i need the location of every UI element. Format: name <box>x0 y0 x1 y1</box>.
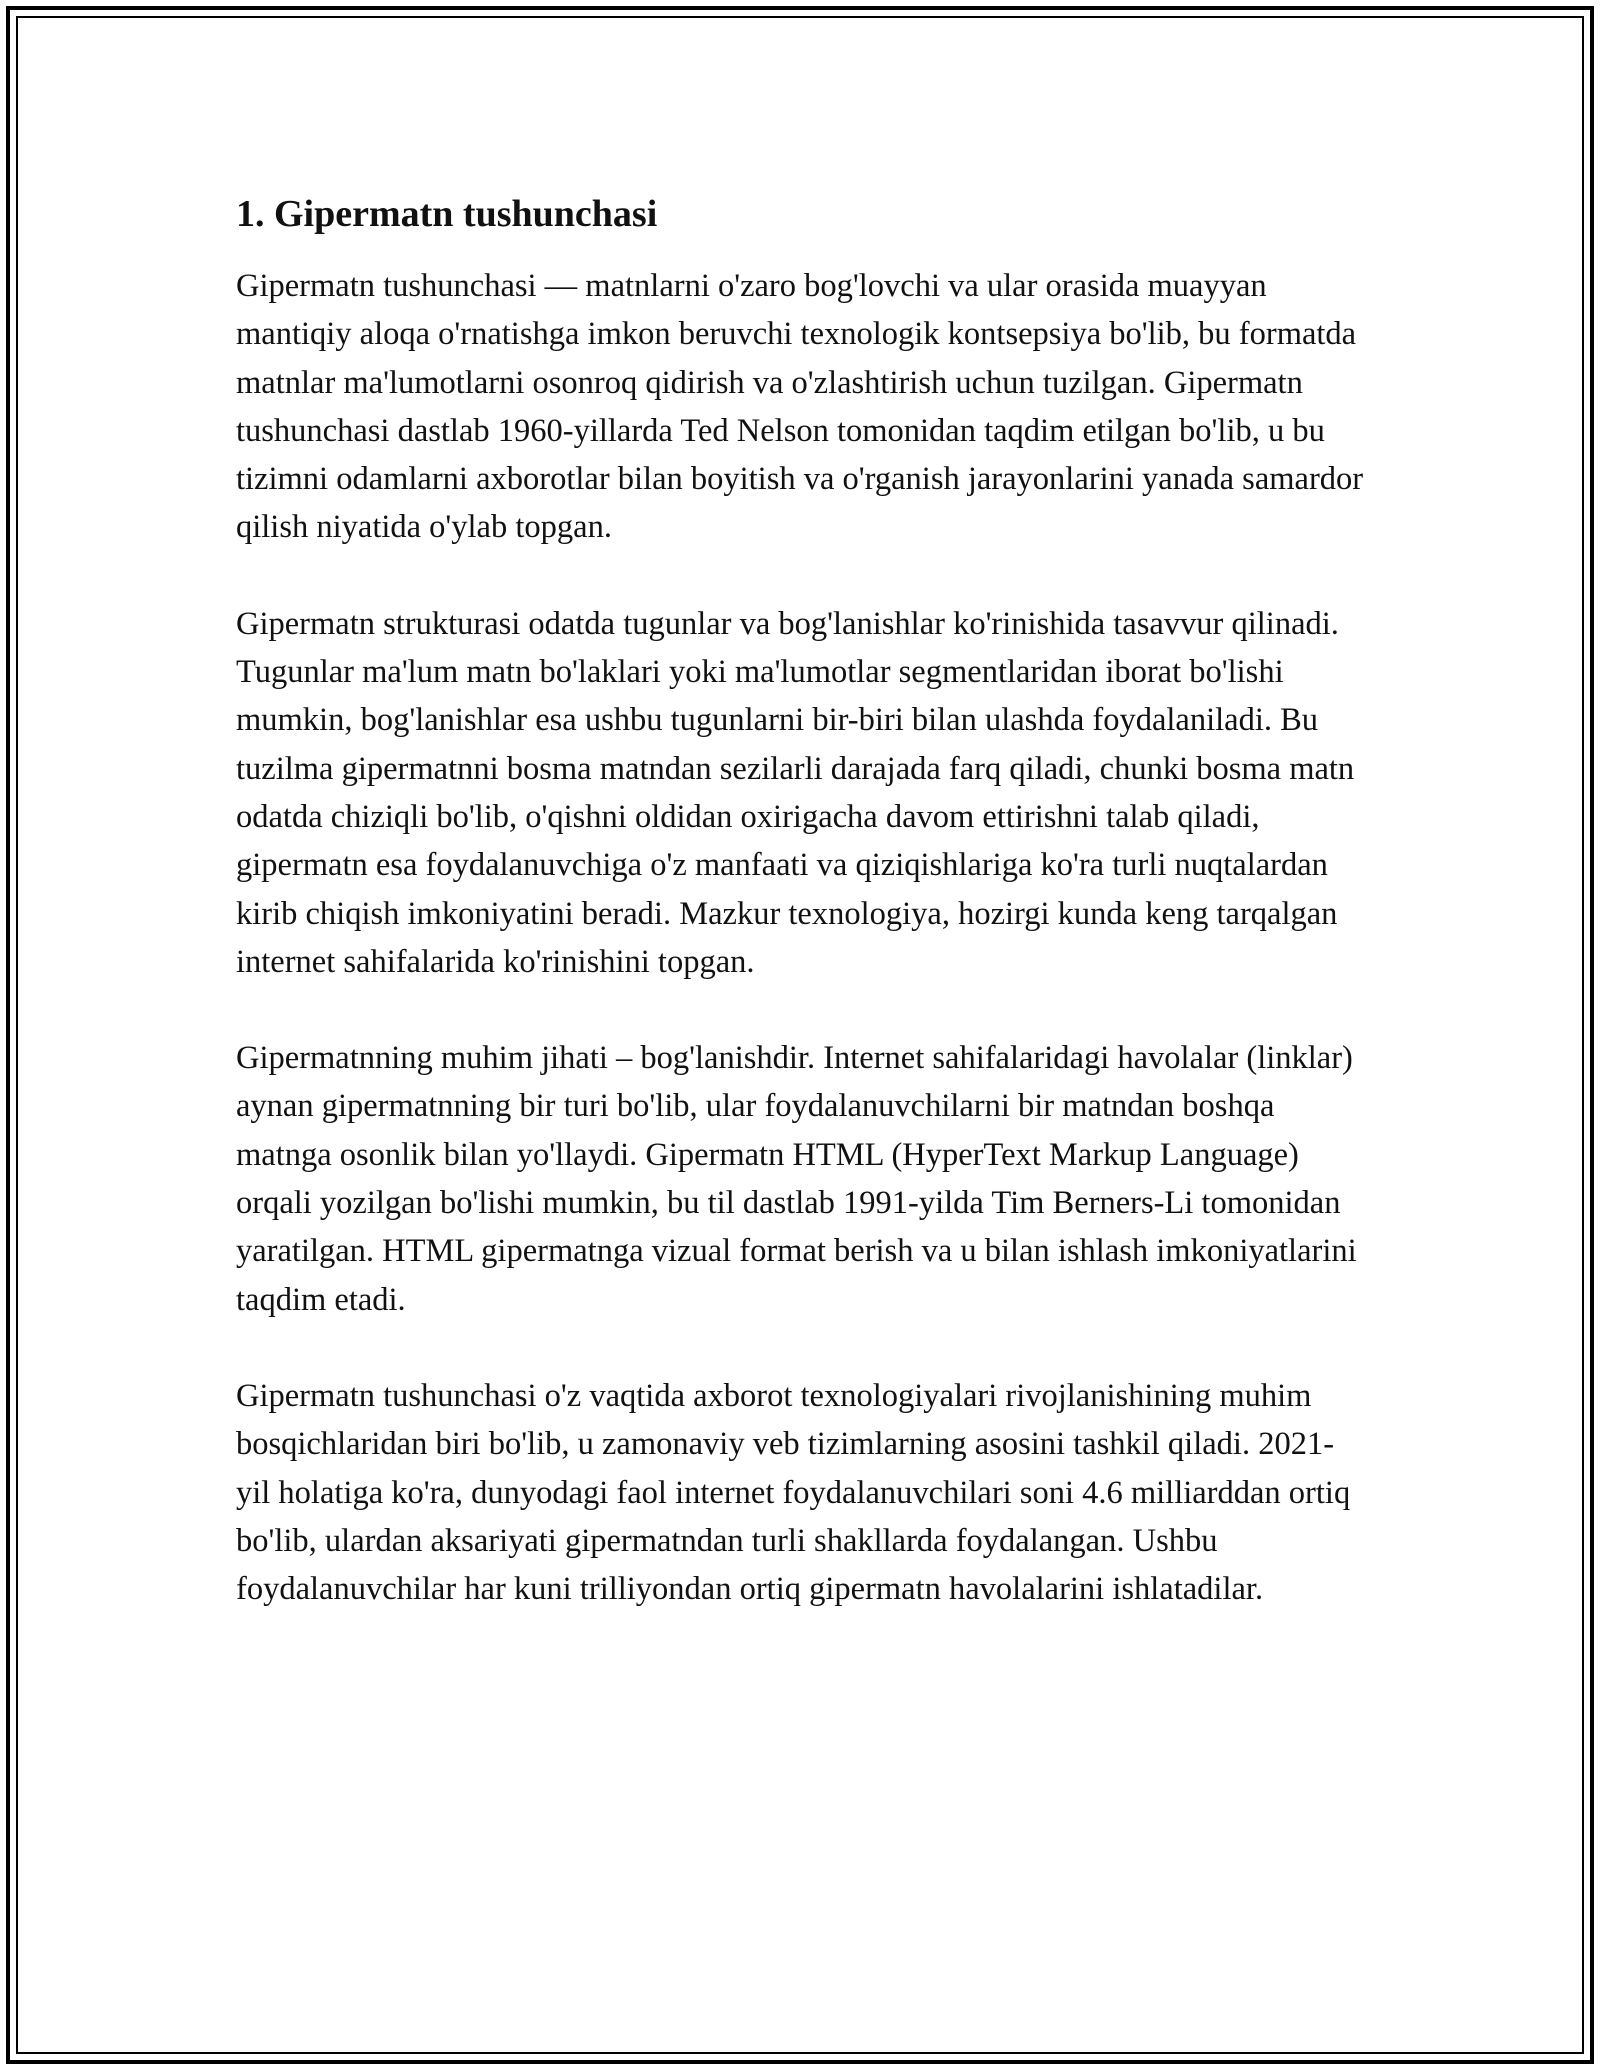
paragraph-3: Gipermatnning muhim jihati – bog'lanishdir. Internet sahifalaridagi havolalar (linklar) aynan gipermatnning bir turi bo'lib, ular foydalanuvchilarni bir matndan boshqa matnga osonlik bilan yo'llaydi. Gipermatn HTML (HyperText Markup Language) orqali yozilgan bo'lishi mumkin, bu til dastlab 1991-yilda Tim Berners-Li tomonidan yaratilgan. HTML gipermatnga vizual format berish va u bilan ishlash imkoniyatlarini taqdim etadi. <box>236 1040 1357 1318</box>
paragraph-4: Gipermatn tushunchasi o'z vaqtida axborot texnologiyalari rivojlanishining muhim bosqichlaridan biri bo'lib, u zamonaviy veb tizimlarning asosini tashkil qiladi. 2021-yil holatiga ko'ra, dunyodagi faol internet foydalanuvchilari soni 4.6 milliarddan ortiq bo'lib, ulardan aksariyati gipermatndan turli shakllarda foydalangan. Ushbu foydalanuvchilar har kuni trilliyondan ortiq gipermatn havolalarini ishlatadilar. <box>236 1377 1351 1608</box>
document-body <box>236 190 1366 1661</box>
paragraph-1: Gipermatn tushunchasi — matnlarni o'zaro bog'lovchi va ular orasida muayyan mantiqiy aloqa o'rnatishga imkon beruvchi texnologik kontsepsiya bo'lib, bu formatda matnlar ma'lumotlarni osonroq qidirish va o'zlashtirish uchun tuzilgan. Gipermatn tushunchasi dastlab 1960-yillarda Ted Nelson tomonidan taqdim etilgan bo'lib, u bu tizimni odamlarni axborotlar bilan boyitish va o'rganish jarayonlarini yanada samardor qilish niyatida o'ylab topgan. <box>236 268 1364 546</box>
paragraph-2: Gipermatn strukturasi odatda tugunlar va bog'lanishlar ko'rinishida tasavvur qilinadi. Tugunlar ma'lum matn bo'laklari yoki ma'lumotlar segmentlaridan iborat bo'lishi mumkin, bog'lanishlar esa ushbu tugunlarni bir-biri bilan ulashda foydalaniladi. Bu tuzilma gipermatnni bosma matndan sezilarli darajada farq qiladi, chunki bosma matn odatda chiziqli bo'lib, o'qishni oldidan oxirigacha davom ettirishni talab qiladi, gipermatn esa foydalanuvchiga o'z manfaati va qiziqishlariga ko'ra turli nuqtalardan kirib chiqish imkoniyatini beradi. Mazkur texnologiya, hozirgi kunda keng tarqalgan internet sahifalarida ko'rinishini topgan. <box>236 605 1355 980</box>
section-heading: 1. Gipermatn tushunchasi <box>236 193 658 235</box>
